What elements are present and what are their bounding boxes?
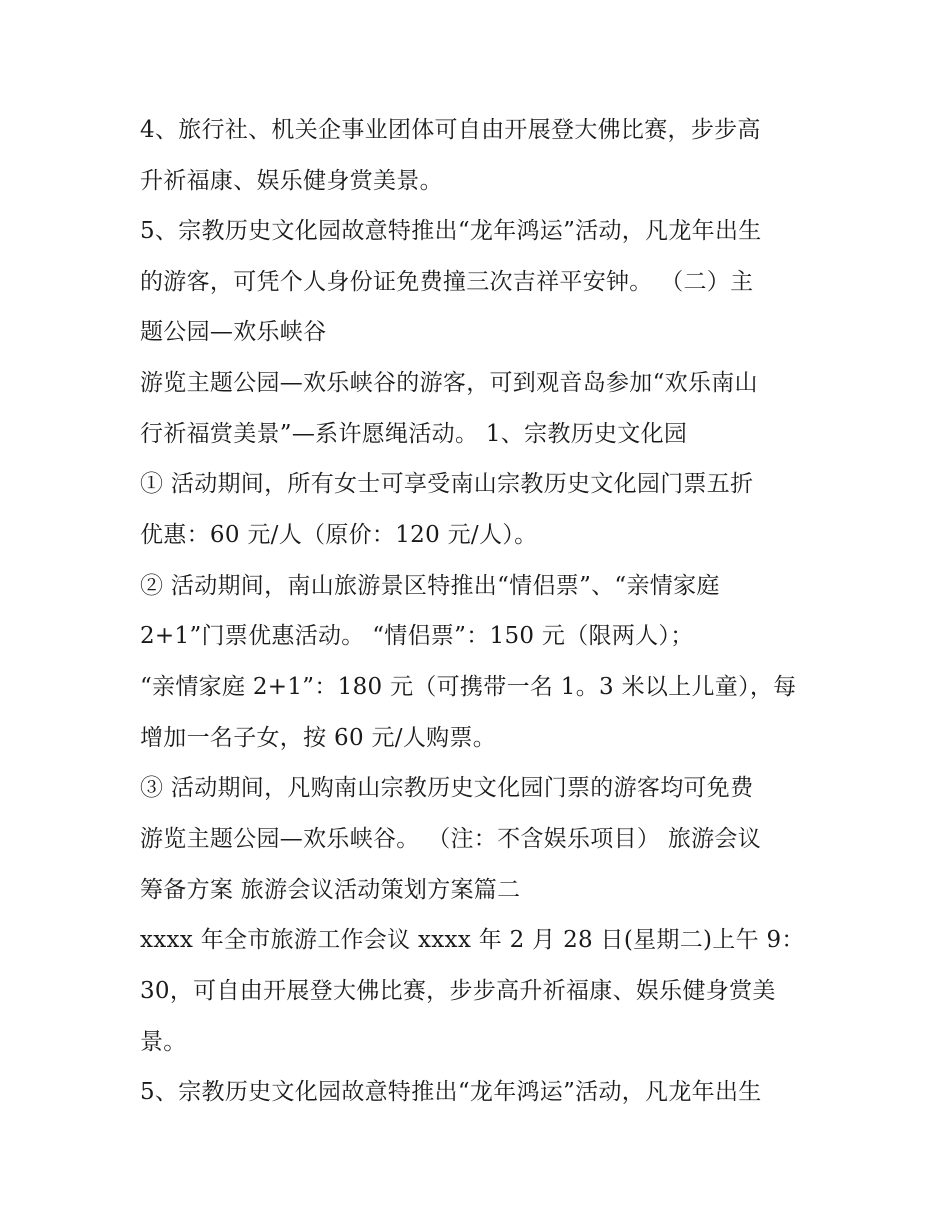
text-line: “亲情家庭 2+1”：180 元（可携带一名 1。3 米以上儿童），每 [140,674,797,700]
text-line: 行祈福赏美景”—系许愿绳活动。 1、宗教历史文化园 [140,421,688,447]
text-line: 升祈福康、娱乐健身赏美景。 [140,168,443,194]
text-line: 筹备方案 旅游会议活动策划方案篇二 [140,877,521,903]
text-line: 景。 [140,1029,187,1055]
text-line: ② 活动期间，南山旅游景区特推出“情侣票”、“亲情家庭 [140,573,720,599]
text-line: 5、宗教历史文化园故意特推出“龙年鸿运”活动，凡龙年出生 [140,1079,762,1105]
text-line: 优惠：60 元/人（原价：120 元/人）。 [140,522,538,548]
text-line: 2+1”门票优惠活动。 “情侣票”：150 元（限两人）； [140,623,694,649]
text-line: 5、宗教历史文化园故意特推出“龙年鸿运”活动，凡龙年出生 [140,218,762,244]
text-line: 的游客，可凭个人身份证免费撞三次吉祥平安钟。 （二）主 [140,269,754,295]
text-line: 题公园—欢乐峡谷 [140,319,327,345]
text-line: ③ 活动期间，凡购南山宗教历史文化园门票的游客均可免费 [140,775,754,801]
text-line: 游览主题公园—欢乐峡谷。 （注：不含娱乐项目） 旅游会议 [140,826,762,852]
text-line: ① 活动期间，所有女士可享受南山宗教历史文化园门票五折 [140,471,754,497]
text-line: xxxx 年全市旅游工作会议 xxxx 年 2 月 28 日(星期二)上午 9： [140,927,805,953]
text-line: 游览主题公园—欢乐峡谷的游客，可到观音岛参加“欢乐南山 [140,370,758,396]
text-line: 4、旅行社、机关企事业团体可自由开展登大佛比赛，步步高 [140,117,761,143]
text-line: 增加一名子女，按 60 元/人购票。 [140,725,497,751]
text-line: 30，可自由开展登大佛比赛，步步高升祈福康、娱乐健身赏美 [140,978,776,1004]
